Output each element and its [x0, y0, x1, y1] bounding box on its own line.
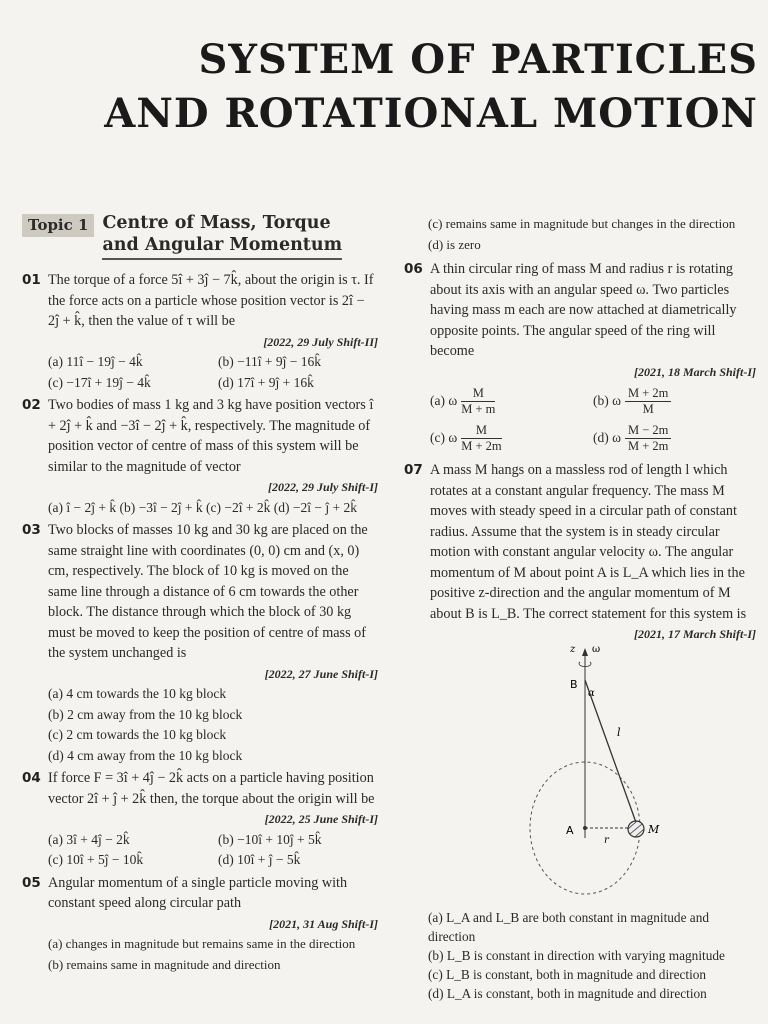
- option-c[interactable]: (c) 2 cm towards the 10 kg block: [48, 727, 227, 742]
- z-axis-arrow: [582, 648, 588, 656]
- option-label: (c) ω: [430, 430, 458, 446]
- option-b[interactable]: (b) L_B is constant in direction with varying magnitude: [428, 948, 725, 963]
- options: [48, 684, 378, 766]
- denominator: M: [642, 402, 654, 416]
- option-c[interactable]: (c) 10î + 5ĵ − 10k̂: [48, 852, 144, 867]
- option-a[interactable]: (a) changes in magnitude but remains same in the direction: [48, 936, 356, 951]
- option-d[interactable]: (d) is zero: [428, 236, 481, 252]
- question-text: Angular momentum of a single particle moving with constant speed along circular path: [48, 874, 348, 911]
- numerator: M: [461, 423, 501, 439]
- topic-heading: [22, 212, 378, 260]
- rod-length-label: l: [617, 726, 621, 739]
- question-05-continued: [404, 214, 756, 255]
- option-b[interactable]: (b) −10î + 10ĵ + 5k̂: [218, 831, 322, 847]
- question-text: The torque of a force 5î + 3ĵ − 7k̂, about the origin is τ. If the force acts on a particle whose position vector is 2î − 2ĵ + k̂, then the value of τ will be: [48, 272, 374, 329]
- options: [48, 934, 378, 975]
- option-c[interactable]: (c) remains same in magnitude but changes in the direction: [428, 216, 736, 231]
- chapter-title-line2: AND ROTATIONAL MOTION: [104, 90, 758, 137]
- option-label: (d) ω: [593, 430, 622, 446]
- option-b[interactable]: (b) remains same in magnitude and direction: [48, 956, 281, 972]
- question-04: [22, 768, 378, 871]
- question-number: 04: [22, 770, 41, 786]
- topic-title-line1: Centre of Mass, Torque: [102, 213, 331, 233]
- question-source: [2021, 18 March Shift-I]: [633, 364, 756, 379]
- question-source: [2022, 29 July Shift-I]: [267, 480, 378, 494]
- question-source: [2022, 29 July Shift-II]: [263, 334, 378, 349]
- option-c[interactable]: (c) −17î + 19ĵ − 4k̂: [48, 374, 151, 390]
- option-d[interactable]: (d) 17î + 9ĵ + 16k̂: [218, 374, 314, 390]
- question-text: If force F = 3î + 4ĵ − 2k̂ acts on a particle having position vector 2î + ĵ + 2k̂ then, the torque about the origin will be: [48, 770, 375, 807]
- question-number: 01: [22, 272, 41, 288]
- topic-title: [102, 212, 342, 260]
- option-a[interactable]: (a) 3î + 4ĵ − 2k̂: [48, 831, 130, 847]
- point-b-label: B: [570, 678, 578, 691]
- question-source: [2022, 27 June Shift-I]: [264, 666, 378, 681]
- option-c[interactable]: [430, 423, 593, 454]
- option-b[interactable]: [593, 386, 756, 417]
- fraction: [625, 386, 671, 417]
- fraction: [461, 423, 501, 454]
- fraction: [461, 386, 495, 417]
- options: [430, 386, 756, 454]
- numerator: M: [461, 386, 495, 402]
- denominator: M + 2m: [461, 439, 502, 453]
- fraction: [625, 423, 671, 454]
- option-a[interactable]: (a) 11î − 19ĵ − 4k̂: [48, 354, 143, 369]
- options: [48, 830, 378, 871]
- mass-label: M: [648, 823, 660, 836]
- rotating-rod-diagram: [510, 638, 690, 908]
- question-07-options: [428, 908, 758, 1003]
- question-number: 07: [404, 462, 423, 478]
- options-line[interactable]: (a) î − 2ĵ + k̂ (b) −3î − 2ĵ + k̂ (c) −2î + 2k̂ (d) −2î − ĵ + 2k̂: [48, 499, 357, 515]
- point-a-label: A: [566, 824, 574, 837]
- topic-title-line2: and Angular Momentum: [102, 235, 343, 255]
- question-source: [2021, 17 March Shift-I]: [633, 627, 756, 641]
- option-d[interactable]: (d) 4 cm away from the 10 kg block: [48, 747, 243, 763]
- z-label: z: [570, 644, 576, 655]
- left-column: [22, 212, 378, 977]
- question-03: [22, 520, 378, 766]
- question-07: [404, 460, 756, 645]
- option-a[interactable]: (a) L_A and L_B are both constant in magnitude and direction: [428, 910, 710, 944]
- option-d[interactable]: (d) L_A is constant, both in magnitude and direction: [428, 986, 707, 1001]
- option-label: (a) ω: [430, 393, 458, 409]
- denominator: M + m: [461, 402, 496, 416]
- question-source: [2021, 31 Aug Shift-I]: [269, 916, 378, 931]
- alpha-label: α: [588, 688, 595, 699]
- options: [48, 352, 378, 393]
- denominator: M + 2m: [628, 439, 669, 453]
- question-text: Two blocks of masses 10 kg and 30 kg are placed on the same straight line with coordinates (0, 0) cm and (x, 0) cm, respectively. The block of 10 kg is moved on the same line through a distance of 6 cm towards the other block. The distance through which the block of 30 kg must be moved to keep the position of centre of mass of the system unchanged is: [48, 522, 368, 661]
- chapter-title: [104, 38, 758, 136]
- question-number: 02: [22, 397, 41, 413]
- question-text: Two bodies of mass 1 kg and 3 kg have position vectors î + 2ĵ + k̂ and −3î − 2ĵ + k̂, respectively. The magnitude of position vector of centre of mass of this system will be similar to the magnitude of vector: [48, 397, 374, 475]
- question-06: [404, 259, 756, 454]
- numerator: M + 2m: [625, 386, 671, 402]
- question-05: [22, 873, 378, 976]
- chapter-title-line1: SYSTEM OF PARTICLES: [198, 36, 758, 83]
- option-a[interactable]: (a) 4 cm towards the 10 kg block: [48, 686, 227, 701]
- topic-badge: Topic 1: [22, 214, 94, 237]
- option-d[interactable]: (d) 10î + ĵ − 5k̂: [218, 852, 301, 867]
- question-02: [22, 395, 378, 518]
- option-label: (b) ω: [593, 393, 622, 409]
- omega-label: ω: [592, 644, 601, 655]
- rod: [585, 680, 638, 828]
- option-b[interactable]: (b) −11î + 9ĵ − 16k̂: [218, 354, 321, 369]
- option-d[interactable]: [593, 423, 756, 454]
- numerator: M − 2m: [625, 423, 671, 439]
- question-source: [2022, 25 June Shift-I]: [264, 812, 378, 826]
- radius-label: r: [604, 835, 609, 846]
- option-a[interactable]: [430, 386, 593, 417]
- question-number: 05: [22, 874, 41, 891]
- question-number: 03: [22, 522, 41, 538]
- question-number: 06: [404, 261, 423, 277]
- question-text: A thin circular ring of mass M and radius r is rotating about its axis with an angular speed ω. Two particles having mass m each are now attached at diametrically opposite points. The angular speed of the ring will become: [430, 261, 737, 359]
- question-text: A mass M hangs on a massless rod of length l which rotates at a constant angular frequency. The mass M moves with steady speed in a circular path of constant radius. Assume that the system is in steady circular motion with constant angular velocity ω. The angular momentum of M about point A is L_A which lies in the positive z-direction and the angular momentum of M about B is L_B. The correct statement for this system is: [430, 462, 747, 622]
- right-column: [404, 214, 756, 647]
- question-01: [22, 270, 378, 393]
- option-b[interactable]: (b) 2 cm away from the 10 kg block: [48, 706, 243, 722]
- option-c[interactable]: (c) L_B is constant, both in magnitude and direction: [428, 967, 707, 982]
- point-a: [583, 826, 587, 830]
